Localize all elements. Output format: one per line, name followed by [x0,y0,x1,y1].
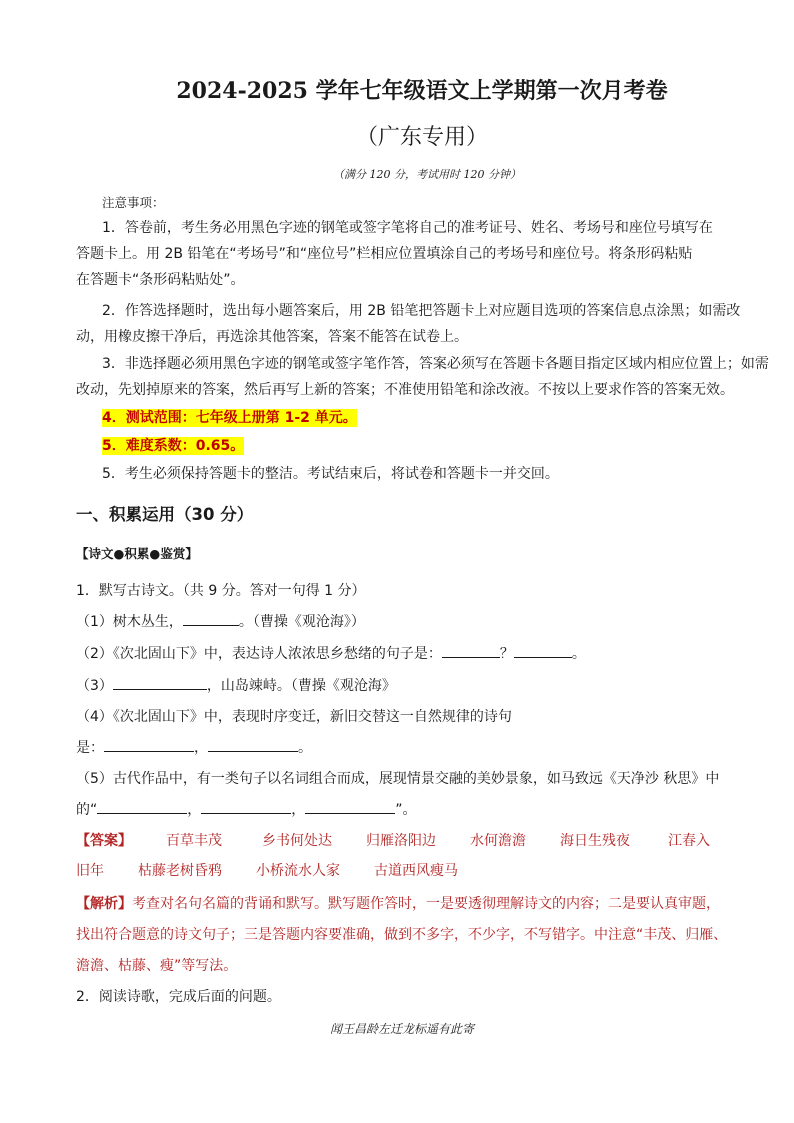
q1-part-2-mark: ？ [499,646,514,662]
answer-blank[interactable] [208,737,298,752]
exam-note: （满分 120 分，考试用时 120 分钟） [333,168,521,181]
q1-part-2-end: 。 [571,646,586,662]
instruction-2-line-1: 2．作答选择题时，选出每小题答案后，用 2B 铅笔把答题卡上对应题目选项的答案信息点涂黑；如需改 [102,303,741,319]
answer-item: 江春入 [668,833,710,849]
q1-part-5-line-1: （5）古代作品中，有一类句子以名词组合而成，展现情景交融的美妙景象，如马致远《天净沙 秋思》中 [76,771,720,787]
analysis-label: 【解析】 [76,896,132,912]
instruction-5a [102,436,752,456]
answer-item: 百草丰茂 [166,833,222,849]
test-scope-highlight: 4．测试范围：七年级上册第 1-2 单元。 [102,410,357,426]
q1-part-5-line-2 [76,799,726,820]
q1-part-4-label: 是： [76,740,104,756]
instruction-1-line-1: 1．答卷前，考生务必用黑色字迹的钢笔或签字笔将自己的准考证号、姓名、考场号和座位号填写在 [102,220,713,236]
q1-part-2-text: （2）《次北固山下》中，表达诗人浓浓思乡愁绪的句子是： [76,646,442,662]
q1-part-4-line-2 [76,737,726,758]
instruction-2-line-2: 动，用橡皮擦干净后，再选涂其他答案，答案不能答在试卷上。 [76,329,468,345]
q1-part-4-comma: ， [194,740,208,756]
answer-item: 归雁洛阳边 [366,833,436,849]
instruction-5b: 5．考生必须保持答题卡的整洁。考试结束后，将试卷和答题卡一并交回。 [102,466,559,482]
answer-blank[interactable] [514,643,572,658]
section-1-subtitle: 【诗文●积累●鉴赏】 [76,546,198,561]
instruction-4 [102,408,752,428]
analysis-line-2: 找出符合题意的诗文句子；三是答题内容要准确，做到不多字，不少字，不写错字。中注意“丰茂、归雁、 [76,927,728,943]
answer-blank[interactable] [113,675,207,690]
answer-item: 古道西风瘦马 [374,863,458,879]
q1-part-5-quote-open: 的“ [76,802,98,818]
q1-part-3-text: ，山岛竦峙。（曹操《观沧海》 [206,678,396,694]
answer-label: 【答案】 [76,833,132,849]
q1-part-2 [76,643,726,664]
answer-blank[interactable] [183,611,239,626]
q1-part-5-comma: ， [291,802,306,818]
answer-item: 水何澹澹 [470,833,526,849]
answer-item: 小桥流水人家 [256,863,340,879]
answer-item: 海日生残夜 [560,833,630,849]
q1-part-1 [76,611,726,632]
answer-item: 旧年 [76,863,104,879]
poem-title: 闻王昌龄左迁龙标遥有此寄 [329,1022,474,1036]
difficulty-highlight: 5．难度系数：0.65。 [102,438,245,454]
answer-blank[interactable] [201,799,291,814]
answer-blank[interactable] [442,643,500,658]
answer-blank[interactable] [104,737,194,752]
instruction-1-line-3: 在答题卡“条形码粘贴处”。 [76,272,245,288]
answer-item: 乡书何处达 [262,833,332,849]
instruction-1-line-2: 答题卡上。用 2B 铅笔在“考场号”和“座位号”栏相应位置填涂自己的考场号和座位号。将条形码粘贴 [76,246,693,262]
answer-blank[interactable] [305,799,395,814]
answer-blank[interactable] [97,799,187,814]
instruction-3-line-2: 改动，先划掉原来的答案，然后再写上新的答案；不准使用铅笔和涂改液。不按以上要求作答的答案无效。 [76,382,734,398]
analysis-line-1 [76,894,726,914]
instruction-3-line-1: 3．非选择题必须用黑色字迹的钢笔或签字笔作答，答案必须写在答题卡各题目指定区域内相应位置上；如需 [102,356,769,372]
question-1-stem: 1．默写古诗文。（共 9 分。答对一句得 1 分） [76,583,366,599]
answer-line-2 [76,861,726,881]
q1-part-1-text: （1）树木丛生， [76,614,183,630]
q1-part-3 [76,675,726,696]
analysis-text: 考查对名句名篇的背诵和默写。默写题作答时，一是要透彻理解诗文的内容；二是要认真审题， [132,896,720,912]
exam-subtitle: （广东专用） [355,125,488,150]
instructions-heading: 注意事项： [102,195,165,210]
analysis-line-3: 澹澹、枯藤、瘦”等写法。 [76,958,238,974]
q1-part-5-comma: ， [187,802,202,818]
exam-title: 2024-2025 学年七年级语文上学期第一次月考卷 [176,78,668,104]
answer-line-1 [76,831,726,851]
q1-part-5-quote-close: ”。 [395,802,417,818]
q1-part-3-label: （3） [76,678,113,694]
q1-part-4-line-1: （4）《次北固山下》中，表现时序变迁，新旧交替这一自然规律的诗句 [76,709,512,725]
question-2-stem: 2．阅读诗歌，完成后面的问题。 [76,989,281,1005]
q1-part-4-end: 。 [298,740,312,756]
q1-part-1-source: 。（曹操《观沧海》） [238,614,365,630]
answer-item: 枯藤老树昏鸦 [138,863,222,879]
section-1-title: 一、积累运用（30 分） [76,505,254,524]
